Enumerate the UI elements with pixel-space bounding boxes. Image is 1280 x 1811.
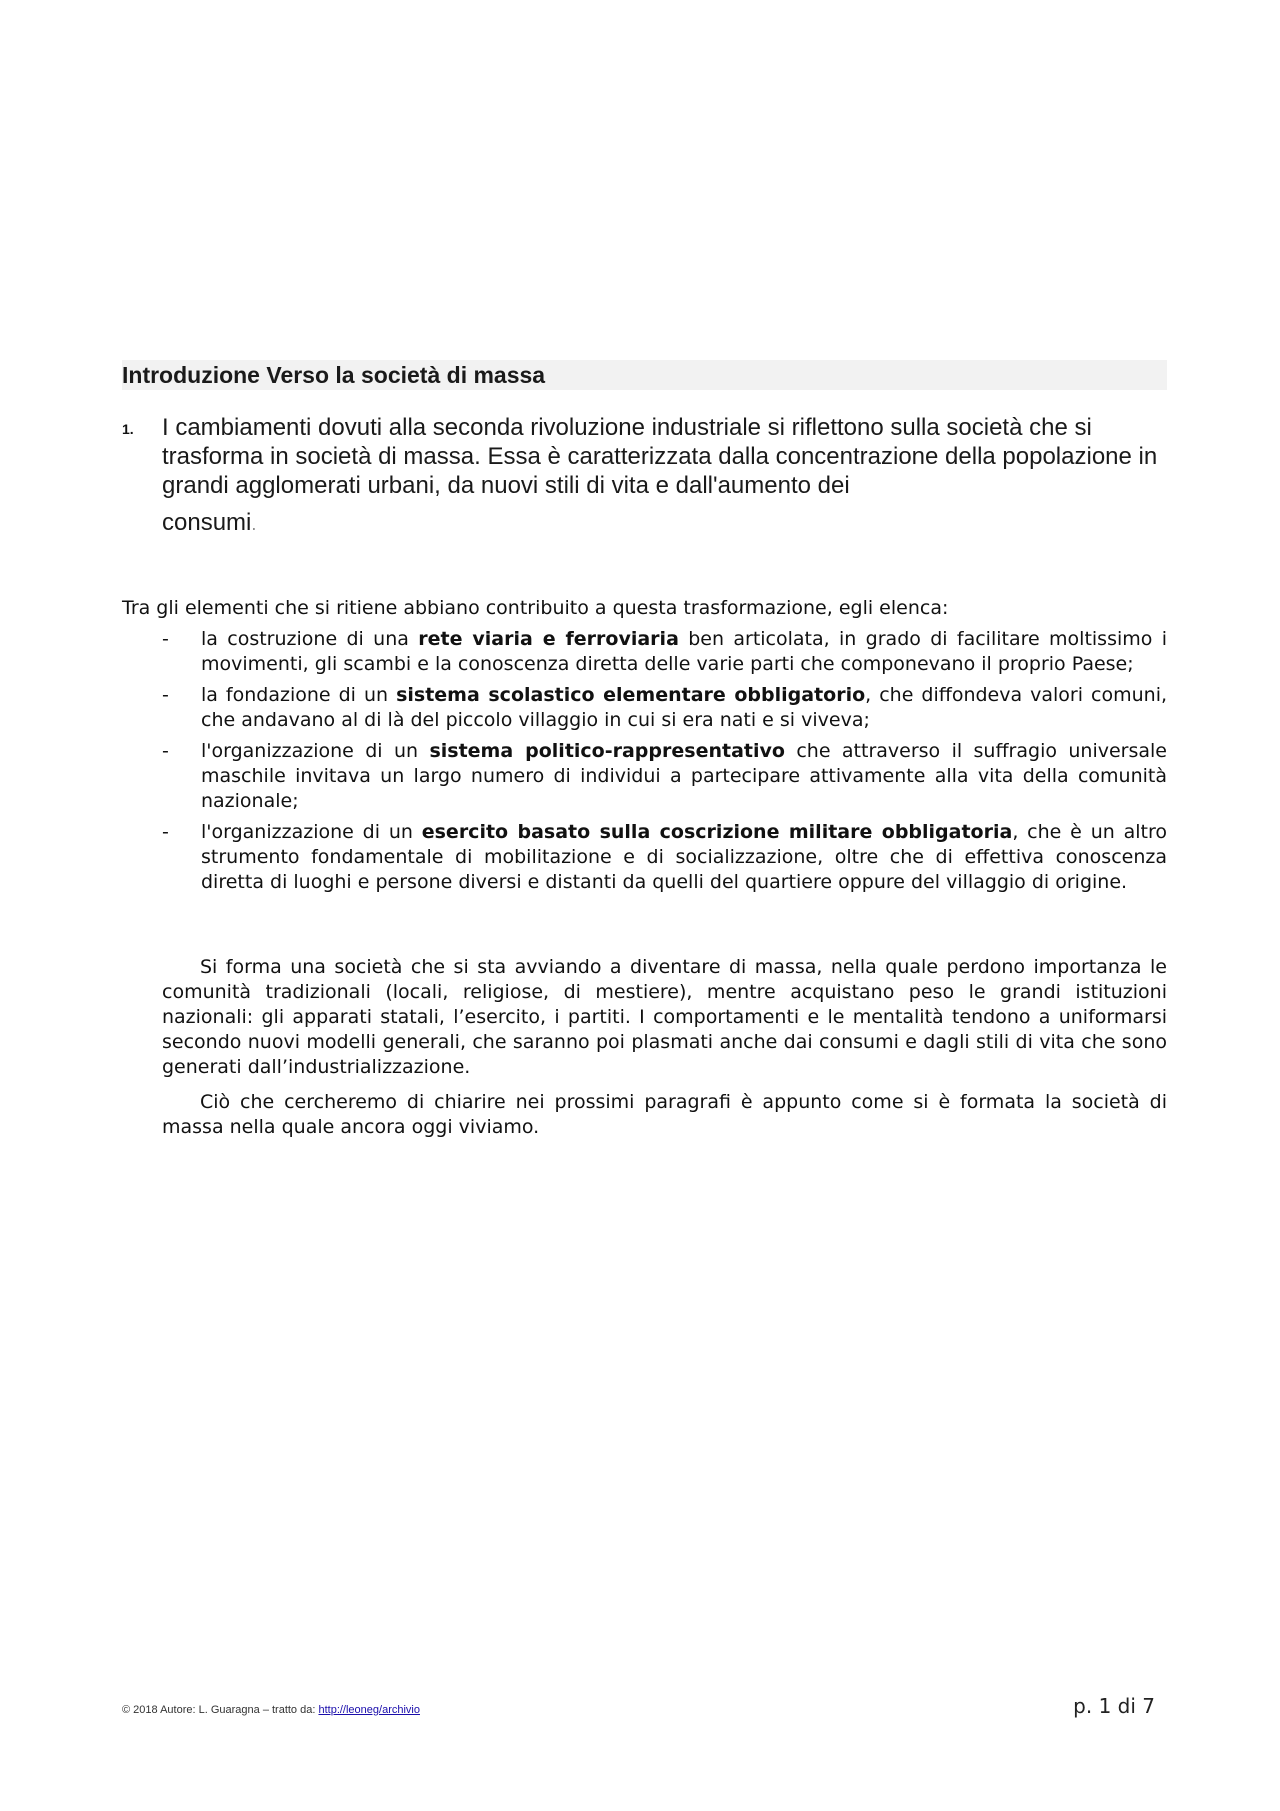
numbered-item: [122, 413, 1167, 539]
bullet-bold-text: esercito basato sulla coscrizione militare obbligatoria: [421, 821, 1013, 843]
body-paragraph: Ciò che cercheremo di chiarire nei prossimi paragrafi è appunto come si è formata la società di massa nella quale ancora oggi viviamo.: [162, 1091, 1167, 1138]
numbered-item-text: [162, 413, 1167, 539]
bullet-item: [162, 739, 1167, 814]
bullet-dash: -: [162, 628, 169, 650]
page-number: p. 1 di 7: [1073, 1694, 1155, 1718]
numbered-item-last-word: consumi: [162, 509, 252, 536]
bullet-text: la fondazione di un: [201, 684, 397, 706]
bullet-text: che attraverso il suffragio universale maschile invitava un largo numero di individui a partecipare attivamente alla vita della comunità nazionale;: [201, 740, 1167, 812]
bullet-bold-text: rete viaria e ferroviaria: [418, 628, 679, 650]
item-number: 1.: [122, 421, 134, 437]
section-heading: Introduzione Verso la società di massa: [122, 362, 546, 388]
bullet-text: , che è un altro strumento fondamentale di mobilitazione e di socializzazione, oltre che di effettiva conoscenza diretta di luoghi e persone diversi e distanti da quelli del quartiere oppure del villaggio di origine.: [201, 821, 1167, 893]
numbered-item-end-mark: .: [251, 514, 257, 534]
footer-credit: [122, 1704, 420, 1716]
body-paragraph: Si forma una società che si sta avviando a diventare di massa, nella quale perdono importanza le comunità tradizionali (locali, religiose, di mestiere), mentre acquistano peso le grandi istituzioni nazionali: gli apparati statali, l’esercito, i partiti. I comportamenti e le mentalità tendono a uniformarsi secondo nuovi modelli generali, che saranno poi plasmati anche dai consumi e dagli stili di vita che sono generati dall’industrializzazione.: [162, 956, 1167, 1078]
numbered-item-body: I cambiamenti dovuti alla seconda rivoluzione industriale si riflettono sulla società che si trasforma in società di massa. Essa è caratterizzata dalla concentrazione della popolazione in grandi agglomerati urbani, da nuovi stili di vita e dall'aumento dei: [162, 414, 1158, 499]
bullet-list: [162, 627, 1167, 901]
footer-link[interactable]: http://leoneg/archivio: [318, 1704, 420, 1716]
bullet-item: [162, 683, 1167, 733]
footer-credit-text: © 2018 Autore: L. Guaragna – tratto da:: [122, 1704, 319, 1716]
bullet-dash: -: [162, 821, 169, 843]
bullet-bold-text: sistema politico-rappresentativo: [429, 740, 785, 762]
bullet-text: l'organizzazione di un: [201, 821, 422, 843]
numbered-item-last-line: [162, 508, 256, 539]
bullet-text: l'organizzazione di un: [201, 740, 430, 762]
bullet-bold-text: sistema scolastico elementare obbligatorio: [396, 684, 866, 706]
bullet-text: ben articolata, in grado di facilitare moltissimo i movimenti, gli scambi e la conoscenza diretta delle varie parti che componevano il proprio Paese;: [201, 628, 1167, 675]
intro-line: Tra gli elementi che si ritiene abbiano contribuito a questa trasformazione, egli elenca:: [122, 597, 949, 619]
bullet-item: [162, 820, 1167, 895]
bullet-dash: -: [162, 684, 169, 706]
bullet-text: la costruzione di una: [201, 628, 419, 650]
bullet-text: , che diffondeva valori comuni, che andavano al di là del piccolo villaggio in cui si era nati e si viveva;: [201, 684, 1168, 731]
bullet-item: [162, 627, 1167, 677]
bullet-dash: -: [162, 740, 169, 762]
